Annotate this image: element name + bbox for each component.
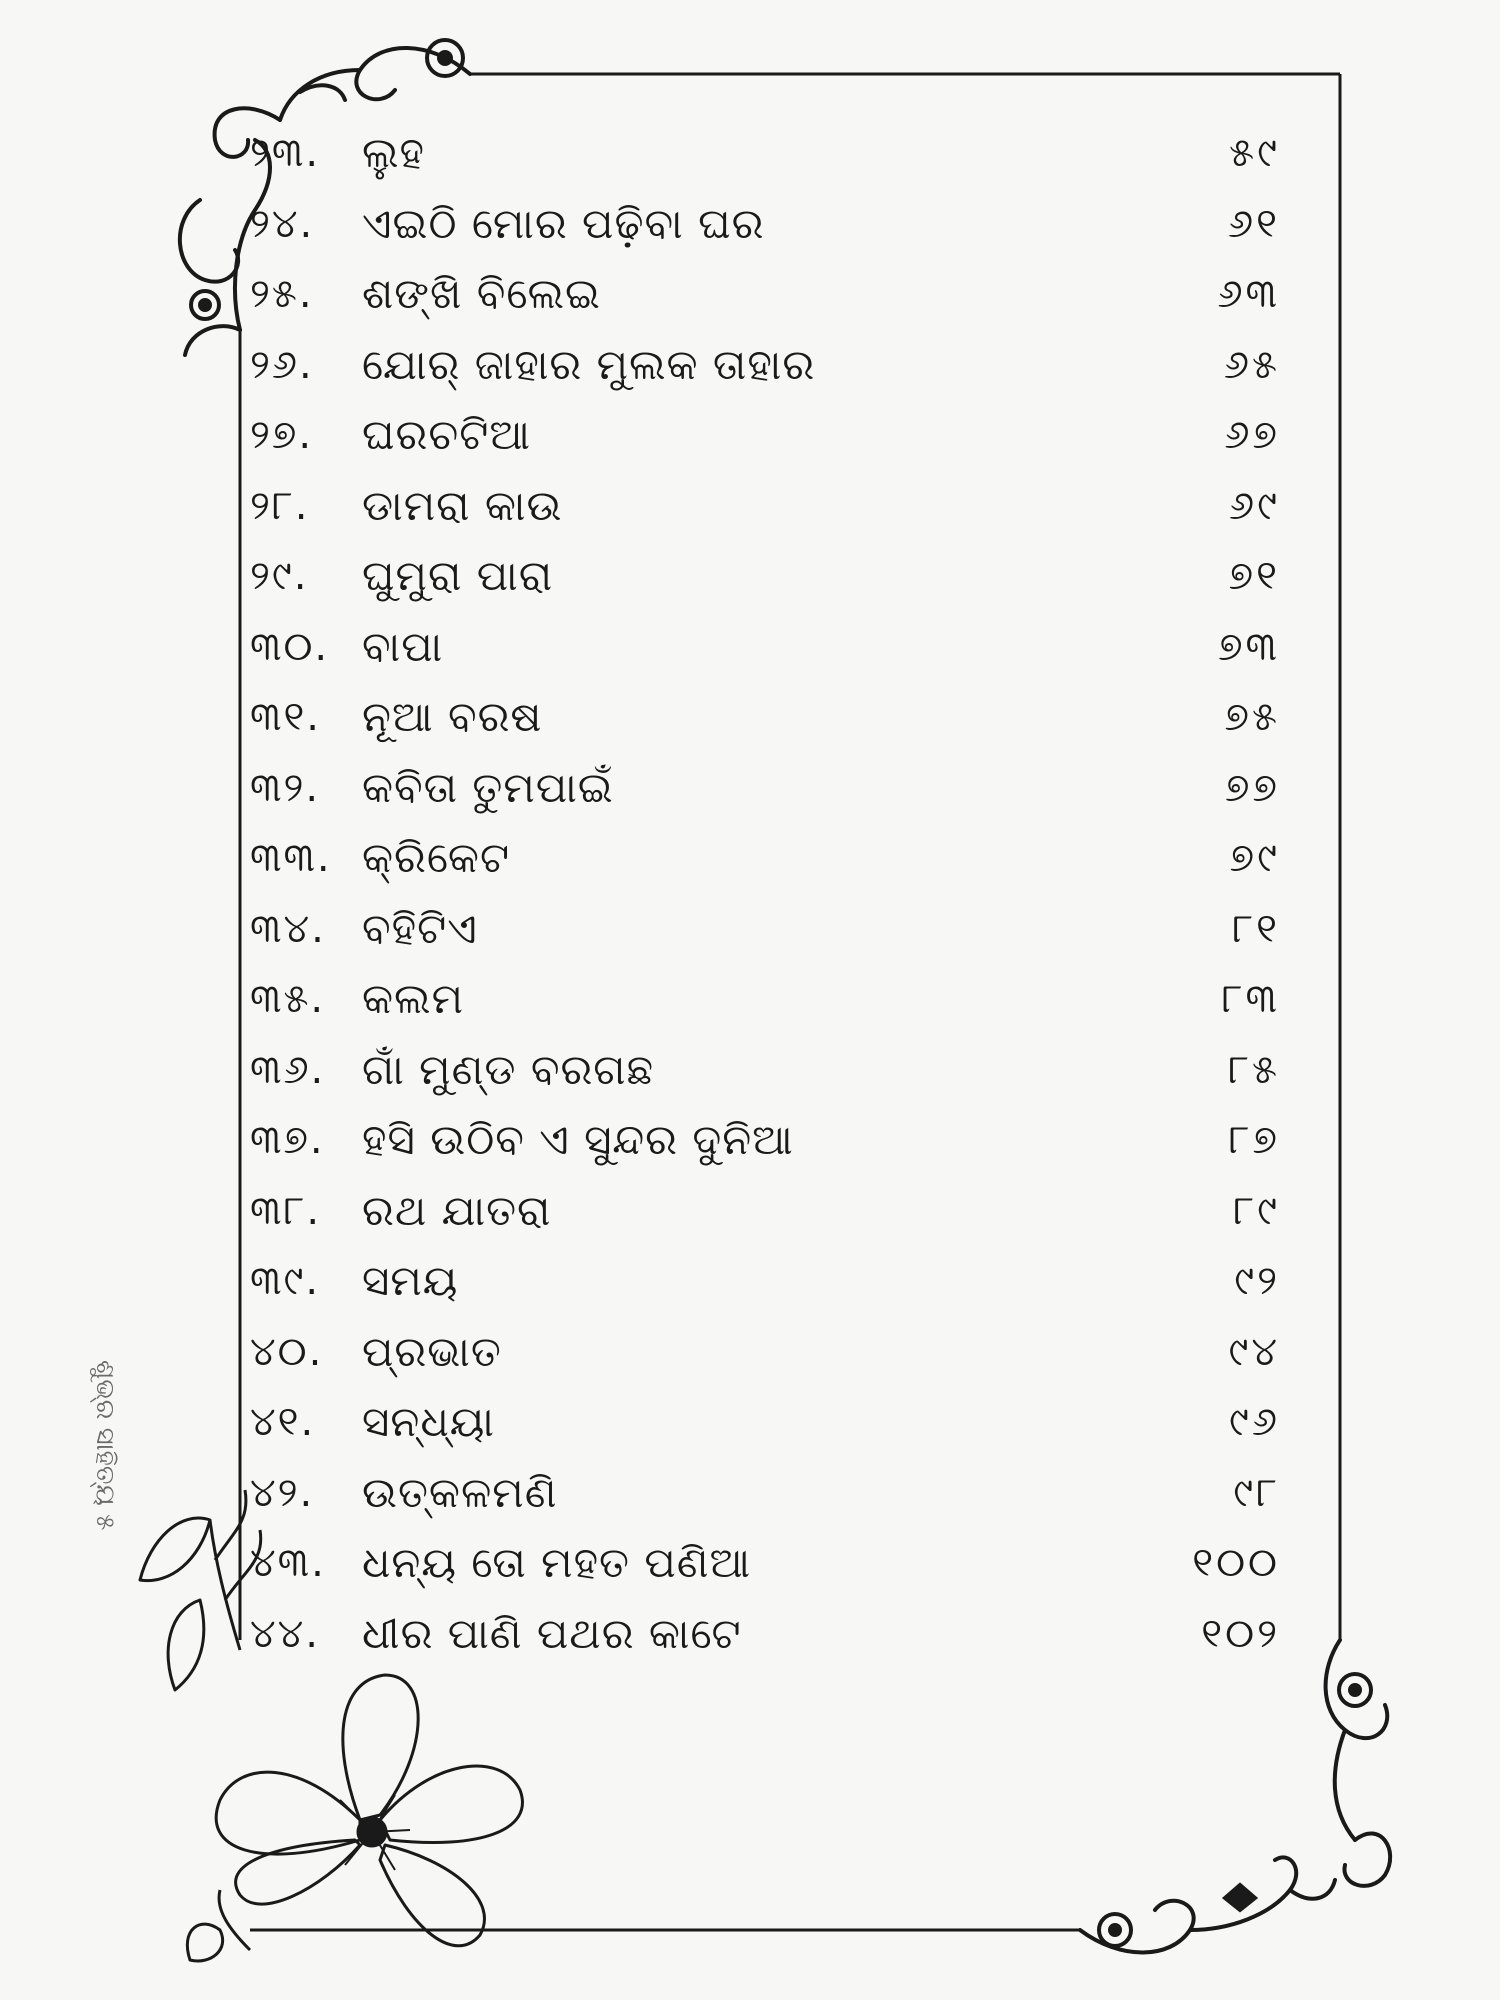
toc-page-number: ୬୧ [1228, 200, 1280, 247]
toc-page-number: ୮୩ [1221, 976, 1280, 1023]
toc-page-number: ୮୭ [1228, 1117, 1280, 1164]
toc-title: ଏଇଠି ମୋର ପଢ଼ିବା ଘର [362, 198, 765, 248]
toc-title: ସନ୍ଧ୍ୟା [362, 1397, 495, 1447]
toc-title: ଯୋର୍ ଜାହାର ମୁଲକ ତାହାର [362, 339, 816, 389]
toc-title: ସମୟ [362, 1256, 459, 1306]
toc-title: ଡାମରା କାଉ [362, 480, 563, 530]
toc-row[interactable] [250, 1246, 1280, 1317]
toc-title: କବିତା ତୁମପାଇଁ [362, 762, 614, 812]
toc-number: ୩୧. [250, 694, 321, 741]
toc-row[interactable] [250, 1176, 1280, 1247]
toc-page-number: ୬୯ [1229, 482, 1280, 529]
toc-number: ୩୮. [250, 1187, 322, 1234]
toc-row[interactable] [250, 1528, 1280, 1599]
toc-row[interactable] [250, 612, 1280, 683]
toc-title: ଉତ୍କଳମଣି [362, 1467, 558, 1517]
toc-number: ୪୦. [250, 1328, 324, 1375]
toc-title: କ୍ରିକେଟ [362, 833, 511, 883]
toc-title: ଲୁହ [362, 128, 426, 178]
toc-row[interactable] [250, 541, 1280, 612]
toc-page-number: ୬୭ [1224, 412, 1280, 459]
toc-page-number: ୯୨ [1234, 1258, 1280, 1305]
toc-title: ବହିଟିଏ [362, 903, 478, 953]
toc-number: ୪୧. [250, 1399, 316, 1446]
toc-number: ୨୮. [250, 482, 310, 529]
toc-number: ୩୬. [250, 1046, 326, 1093]
toc-page-number: ୮୯ [1233, 1187, 1280, 1234]
toc-row[interactable] [250, 964, 1280, 1035]
toc-row[interactable] [250, 823, 1280, 894]
toc-page-number: ୮୫ [1228, 1046, 1280, 1093]
toc-title: ନୂଆ ବରଷ [362, 692, 543, 742]
toc-row[interactable] [250, 1458, 1280, 1529]
toc-number: ୪୪. [250, 1610, 320, 1657]
toc-row[interactable] [250, 1105, 1280, 1176]
toc-number: ୨୩. [250, 130, 321, 177]
toc-number: ୨୫. [250, 271, 314, 318]
toc-number: ୩୪. [250, 905, 326, 952]
toc-page-number: ୫୯ [1229, 130, 1280, 177]
corner-flourish-bottom-right-icon [1080, 1640, 1390, 1953]
toc-number: ୩୭. [250, 1117, 325, 1164]
toc-number: ୩୨. [250, 764, 321, 811]
toc-row[interactable] [250, 118, 1280, 189]
toc-title: ଧନ୍ୟ ତୋ ମହତ ପଣିଆ [362, 1538, 752, 1588]
toc-title: କଲମ [362, 974, 464, 1024]
toc-title: ଘରଚଟିଆ [362, 410, 532, 460]
table-of-contents [250, 118, 1280, 1669]
toc-number: ୩୩. [250, 835, 332, 882]
toc-title: ଗାଁ ମୁଣ୍ଡ ବରଗଛ [362, 1044, 655, 1094]
toc-page-number: ୯୮ [1233, 1469, 1280, 1516]
toc-page-number: ୧୦୦ [1192, 1540, 1280, 1587]
toc-row[interactable] [250, 753, 1280, 824]
toc-number: ୨୯. [250, 553, 309, 600]
toc-title: ରଥ ଯାତରା [362, 1185, 552, 1235]
toc-number: ୩୫. [250, 976, 326, 1023]
toc-number: ୨୭. [250, 412, 314, 459]
toc-page-number: ୭୩ [1218, 623, 1280, 670]
toc-title: ହସି ଉଠିବ ଏ ସୁନ୍ଦର ଦୁନିଆ [362, 1115, 794, 1165]
toc-row[interactable] [250, 1599, 1280, 1670]
toc-number: ୨୬. [250, 341, 314, 388]
toc-row[interactable] [250, 1387, 1280, 1458]
toc-page-number: ୭୭ [1225, 764, 1280, 811]
toc-row[interactable] [250, 400, 1280, 471]
toc-number: ୩୯. [250, 1258, 321, 1305]
toc-row[interactable] [250, 259, 1280, 330]
toc-row[interactable] [250, 1035, 1280, 1106]
toc-number: ୨୪. [250, 200, 315, 247]
margin-running-text: ଶୁଭ୍ର ସାହିତ୍ୟ ୫ [90, 1360, 120, 1531]
toc-number: ୪୩. [250, 1540, 326, 1587]
toc-page-number: ୬୫ [1223, 341, 1280, 388]
toc-page-number: ୭୯ [1229, 835, 1280, 882]
toc-title: ଘୁମୁରା ପାରା [362, 551, 554, 601]
toc-page-number: ୭୧ [1228, 553, 1280, 600]
toc-row[interactable] [250, 189, 1280, 260]
toc-title: ଶଙ୍ଖି ବିଲେଇ [362, 269, 601, 319]
toc-title: ଧୀର ପାଣି ପଥର କାଟେ [362, 1608, 742, 1658]
toc-page-number: ୯୬ [1229, 1399, 1280, 1446]
toc-row[interactable] [250, 330, 1280, 401]
toc-page-number: ୮୧ [1232, 905, 1280, 952]
toc-number: ୪୨. [250, 1469, 315, 1516]
toc-row[interactable] [250, 471, 1280, 542]
toc-page-number: ୬୩ [1217, 271, 1280, 318]
toc-page-number: ୯୪ [1228, 1328, 1280, 1375]
toc-title: ପ୍ରଭାତ [362, 1326, 502, 1376]
toc-title: ବାପା [362, 621, 444, 671]
toc-row[interactable] [250, 682, 1280, 753]
toc-row[interactable] [250, 894, 1280, 965]
toc-row[interactable] [250, 1317, 1280, 1388]
toc-page-number: ୭୫ [1224, 694, 1280, 741]
toc-number: ୩୦. [250, 623, 330, 670]
toc-page-number: ୧୦୨ [1201, 1610, 1280, 1657]
